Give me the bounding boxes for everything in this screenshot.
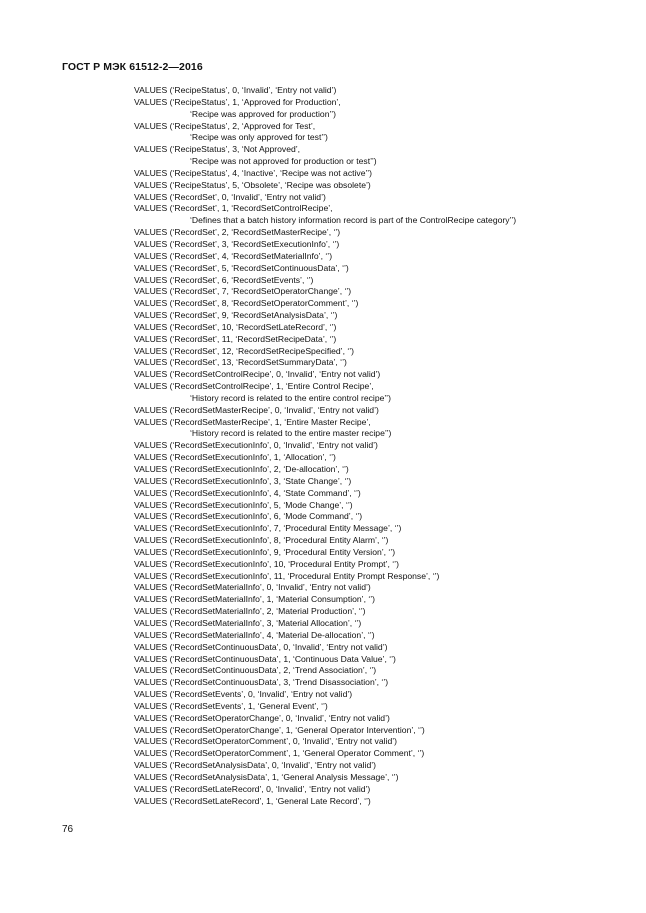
- listing-continuation-line: ‘Recipe was not approved for production or test’’): [190, 156, 377, 167]
- listing-line: VALUES (‘RecordSet’, 4, ‘RecordSetMaterialInfo’, ‘’): [134, 250, 333, 261]
- listing-line: VALUES (‘RecordSetContinuousData’, 3, ‘Trend Disassociation’, ‘’): [134, 677, 389, 688]
- listing-continuation-line: ‘Recipe was only approved for test’’): [190, 132, 328, 143]
- listing-line: VALUES (‘RecordSetExecutionInfo’, 6, ‘Mode Command’, ‘’): [134, 511, 363, 522]
- listing-line: VALUES (‘RecordSetEvents’, 0, ‘Invalid’, ‘Entry not valid’): [134, 689, 353, 700]
- listing-line: VALUES (‘RecordSet’, 12, ‘RecordSetRecipeSpecified’, ‘’): [134, 345, 355, 356]
- listing-line: VALUES (‘RecordSetExecutionInfo’, 8, ‘Procedural Entity Alarm’, ‘’): [134, 535, 389, 546]
- listing-line: VALUES (‘RecordSetMasterRecipe’, 1, ‘Entire Master Recipe’,: [134, 416, 371, 427]
- listing-line: VALUES (‘RecordSetMaterialInfo’, 3, ‘Material Allocation’, ‘’): [134, 617, 362, 628]
- listing-line: VALUES (‘RecordSetMaterialInfo’, 4, ‘Material De-allocation’, ‘’): [134, 629, 375, 640]
- listing-line: VALUES (‘RecordSetControlRecipe’, 1, ‘Entire Control Recipe’,: [134, 381, 374, 392]
- listing-line: VALUES (‘RecordSetAnalysisData’, 0, ‘Invalid’, ‘Entry not valid’): [134, 760, 376, 771]
- listing-line: VALUES (‘RecordSet’, 2, ‘RecordSetMasterRecipe’, ‘’): [134, 227, 341, 238]
- listing-line: VALUES (‘RecipeStatus’, 2, ‘Approved for Test’,: [134, 120, 316, 131]
- listing-line: VALUES (‘RecordSetExecutionInfo’, 10, ‘Procedural Entity Prompt’, ‘’): [134, 558, 399, 569]
- listing-line: VALUES (‘RecordSet’, 8, ‘RecordSetOperatorComment’, ‘’): [134, 298, 359, 309]
- listing-line: VALUES (‘RecordSetOperatorChange’, 1, ‘General Operator Intervention’, ‘’): [134, 724, 425, 735]
- listing-line: VALUES (‘RecipeStatus’, 0, ‘Invalid’, ‘Entry not valid’): [134, 85, 337, 95]
- listing-line: VALUES (‘RecordSetControlRecipe’, 0, ‘Invalid’, ‘Entry not valid’): [134, 369, 381, 380]
- listing-line: VALUES (‘RecordSetExecutionInfo’, 5, ‘Mode Change’, ‘’): [134, 499, 353, 510]
- listing-line: VALUES (‘RecordSetMaterialInfo’, 2, ‘Material Production’, ‘’): [134, 606, 366, 617]
- listing-line: VALUES (‘RecipeStatus’, 5, ‘Obsolete’, ‘Recipe was obsolete’): [134, 179, 371, 190]
- listing-continuation-line: ‘History record is related to the entire master recipe’’): [190, 428, 392, 439]
- listing-line: VALUES (‘RecordSetAnalysisData’, 1, ‘General Analysis Message’, ‘’): [134, 771, 399, 782]
- listing-line: VALUES (‘RecordSetExecutionInfo’, 11, ‘Procedural Entity Prompt Response’, ‘’): [134, 570, 440, 581]
- listing-line: VALUES (‘RecordSetContinuousData’, 2, ‘Trend Association’, ‘’): [134, 665, 377, 676]
- page-number: 76: [62, 824, 74, 835]
- listing-line: VALUES (‘RecordSetExecutionInfo’, 9, ‘Procedural Entity Version’, ‘’): [134, 546, 396, 557]
- listing-line: VALUES (‘RecordSet’, 0, ‘Invalid’, ‘Entry not valid’): [134, 191, 326, 202]
- listing-line: VALUES (‘RecordSetLateRecord’, 0, ‘Invalid’, ‘Entry not valid’): [134, 783, 371, 794]
- listing-line: VALUES (‘RecordSetOperatorComment’, 1, ‘General Operator Comment’, ‘’): [134, 748, 425, 759]
- listing-continuation-line: ‘Defines that a batch history information record is part of the ControlRecipe category’’): [190, 215, 517, 226]
- listing-line: VALUES (‘RecordSetExecutionInfo’, 7, ‘Procedural Entity Message’, ‘’): [134, 523, 402, 534]
- document-header: ГОСТ Р МЭК 61512-2—2016: [62, 61, 203, 73]
- listing-line: VALUES (‘RecordSetExecutionInfo’, 3, ‘State Change’, ‘’): [134, 475, 352, 486]
- listing-line: VALUES (‘RecordSetExecutionInfo’, 1, ‘Allocation’, ‘’): [134, 452, 336, 463]
- listing-line: VALUES (‘RecordSet’, 6, ‘RecordSetEvents’, ‘’): [134, 274, 314, 285]
- listing-continuation-line: ‘History record is related to the entire control recipe’’): [190, 392, 391, 403]
- listing-line: VALUES (‘RecordSet’, 3, ‘RecordSetExecutionInfo’, ‘’): [134, 238, 340, 249]
- listing-line: VALUES (‘RecordSetMaterialInfo’, 1, ‘Material Consumption’, ‘’): [134, 594, 376, 605]
- listing-line: VALUES (‘RecordSet’, 10, ‘RecordSetLateRecord’, ‘’): [134, 321, 337, 332]
- listing-line: VALUES (‘RecipeStatus’, 1, ‘Approved for Production’,: [134, 96, 341, 107]
- listing-line: VALUES (‘RecordSetOperatorChange’, 0, ‘Invalid’, ‘Entry not valid’): [134, 712, 390, 723]
- listing-line: VALUES (‘RecordSet’, 9, ‘RecordSetAnalysisData’, ‘’): [134, 310, 338, 321]
- listing-line: VALUES (‘RecordSetLateRecord’, 1, ‘General Late Record’, ‘’): [134, 795, 371, 806]
- listing-line: VALUES (‘RecordSetEvents’, 1, ‘General Event’, ‘’): [134, 700, 328, 711]
- listing-line: VALUES (‘RecordSetOperatorComment’, 0, ‘Invalid’, ‘Entry not valid’): [134, 736, 398, 747]
- listing-line: VALUES (‘RecordSetExecutionInfo’, 2, ‘De-allocation’, ‘’): [134, 464, 349, 474]
- listing-line: VALUES (‘RecordSet’, 11, ‘RecordSetRecipeData’, ‘’): [134, 333, 337, 344]
- sql-values-listing: [0, 85, 646, 807]
- listing-line: VALUES (‘RecordSetContinuousData’, 1, ‘Continuous Data Value’, ‘’): [134, 653, 396, 664]
- listing-line: VALUES (‘RecordSetExecutionInfo’, 0, ‘Invalid’, ‘Entry not valid’): [134, 440, 378, 451]
- listing-continuation-line: ‘Recipe was approved for production’’): [190, 108, 337, 119]
- listing-line: VALUES (‘RecipeStatus’, 4, ‘Inactive’, ‘Recipe was not active’’): [134, 167, 373, 178]
- listing-line: VALUES (‘RecordSetMaterialInfo’, 0, ‘Invalid’, ‘Entry not valid’): [134, 582, 371, 593]
- listing-line: VALUES (‘RecordSet’, 7, ‘RecordSetOperatorChange’, ‘’): [134, 286, 352, 297]
- listing-line: VALUES (‘RecordSet’, 1, ‘RecordSetControlRecipe’,: [134, 203, 333, 214]
- listing-line: VALUES (‘RecordSet’, 13, ‘RecordSetSummaryData’, ‘’): [134, 357, 347, 368]
- listing-line: VALUES (‘RecordSetExecutionInfo’, 4, ‘State Command’, ‘’): [134, 487, 361, 498]
- listing-line: VALUES (‘RecipeStatus’, 3, ‘Not Approved’,: [134, 144, 301, 155]
- listing-line: VALUES (‘RecordSet’, 5, ‘RecordSetContinuousData’, ‘’): [134, 262, 349, 273]
- listing-line: VALUES (‘RecordSetMasterRecipe’, 0, ‘Invalid’, ‘Entry not valid’): [134, 404, 379, 415]
- listing-line: VALUES (‘RecordSetContinuousData’, 0, ‘Invalid’, ‘Entry not valid’): [134, 641, 388, 652]
